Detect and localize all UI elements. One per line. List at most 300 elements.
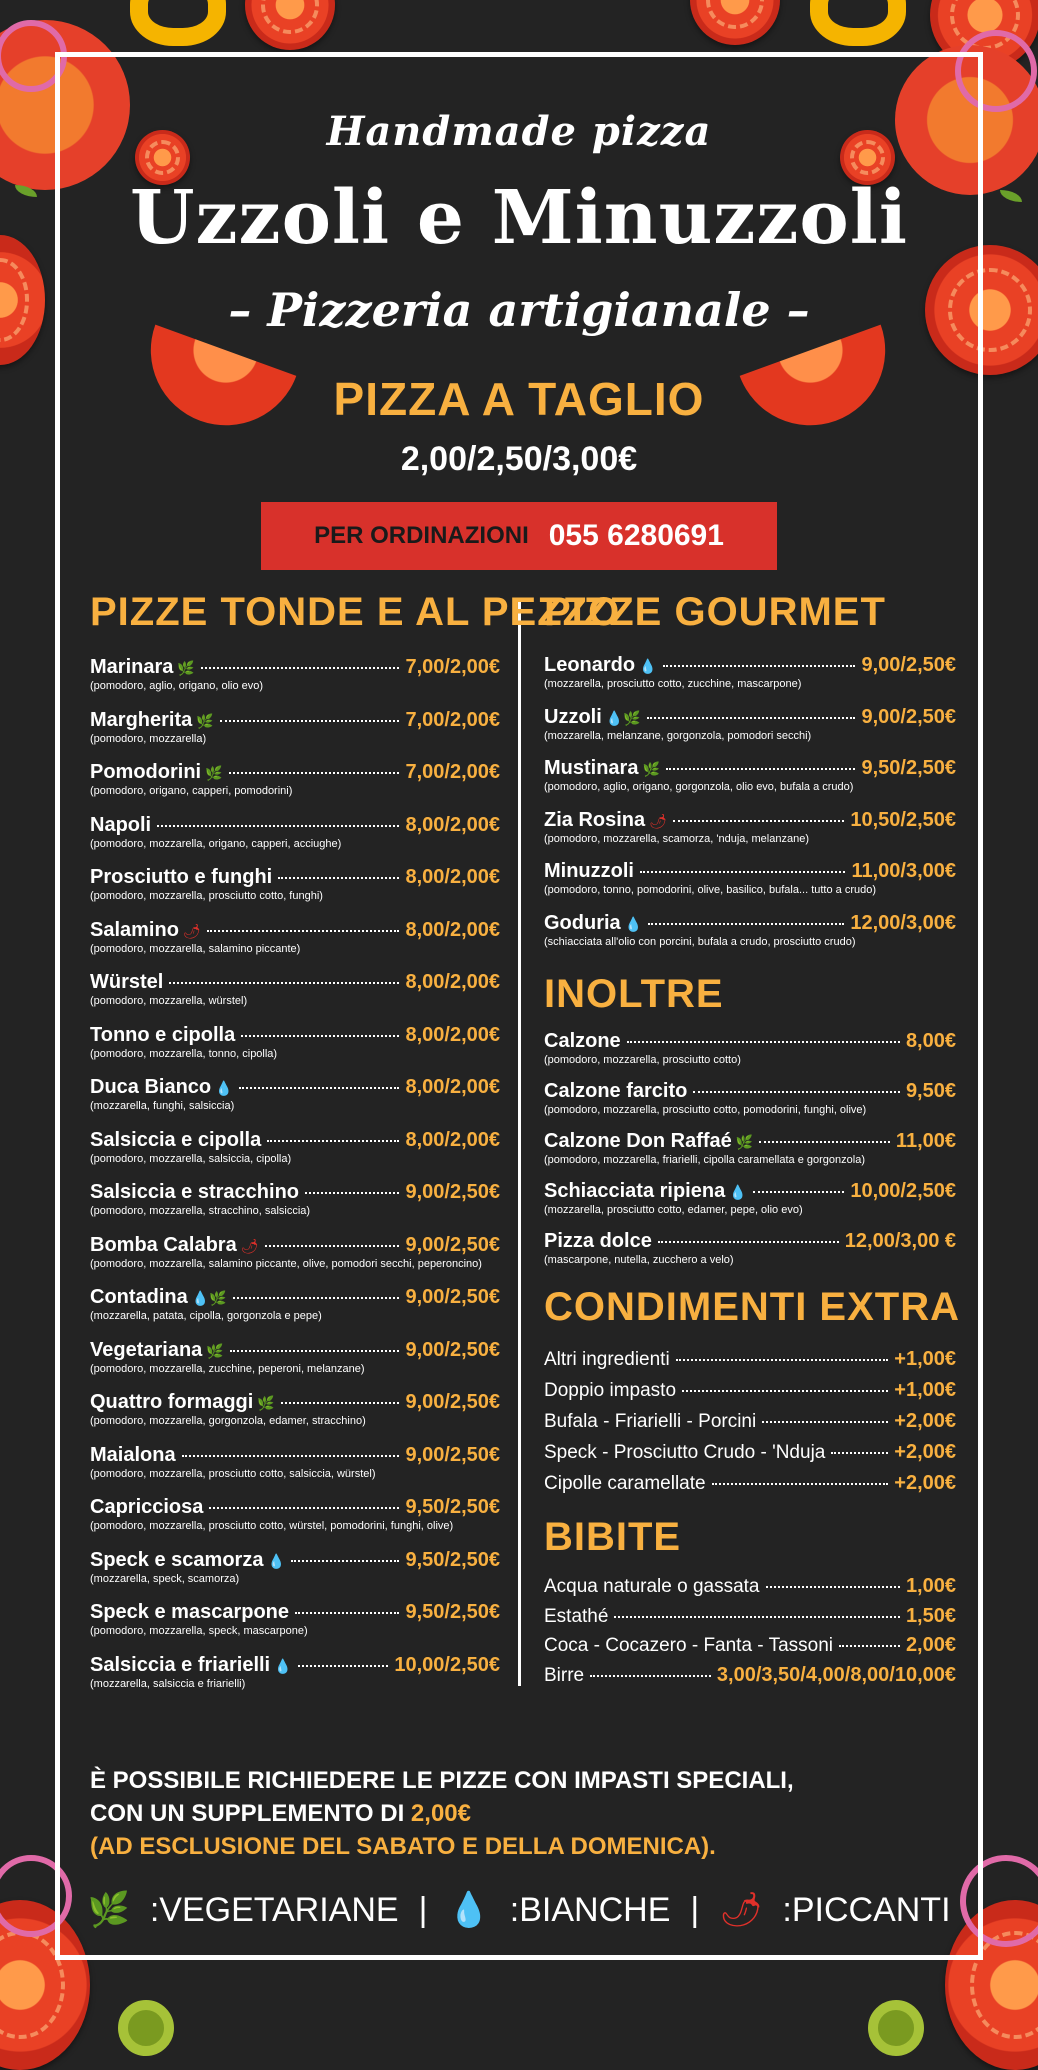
section-title-gourmet: PIZZE GOURMET (544, 590, 886, 634)
legend-piccanti: :PICCANTI (782, 1890, 951, 1929)
menu-item-price: 9,00/2,50€ (405, 1443, 500, 1466)
menu-item-price: 3,00/3,50/4,00/8,00/10,00€ (716, 1663, 956, 1686)
menu-item-price: +2,00€ (894, 1441, 956, 1463)
menu-item-name: Salsiccia e cipolla (90, 1128, 262, 1151)
menu-item-price: 10,50/2,50€ (850, 808, 956, 831)
legend-separator: | (418, 1890, 428, 1929)
menu-item-row (544, 1348, 956, 1371)
menu-item-description: (pomodoro, mozzarella, prosciutto cotto) (544, 1054, 741, 1066)
menu-item-name: Mustinara (544, 757, 639, 779)
menu-item-name: Estathé (544, 1605, 609, 1627)
menu-item-row (544, 757, 956, 780)
menu-item-description: (mozzarella, melanzane, gorgonzola, pomodori secchi) (544, 729, 812, 742)
menu-item-row (90, 971, 500, 994)
tonde-list (90, 656, 500, 1706)
menu-item-name: Acqua naturale o gassata (544, 1576, 760, 1597)
menu-item-description: (mozzarella, prosciutto cotto, edamer, pepe, olio evo) (544, 1204, 803, 1216)
menu-item (90, 709, 500, 762)
brand-subtitle: – Pizzeria artigianale – (228, 283, 810, 337)
menu-item-name: Capricciosa (90, 1496, 204, 1518)
menu-item (544, 860, 956, 912)
menu-item (90, 761, 500, 814)
menu-item-tags-icon (729, 1184, 746, 1201)
menu-item-description: (pomodoro, mozzarella) (90, 732, 207, 745)
menu-item-row (544, 860, 956, 883)
menu-item-description: (pomodoro, mozzarella, würstel) (90, 995, 248, 1007)
gourmet-list (544, 654, 956, 963)
pepper-decoration (130, 0, 226, 46)
menu-item-row (90, 1391, 500, 1414)
menu-item-price: 8,00€ (905, 1030, 956, 1052)
dot-leader (281, 1402, 400, 1404)
menu-item-tags-icon (183, 923, 201, 940)
dot-leader (239, 1087, 400, 1089)
menu-item (544, 1634, 956, 1664)
menu-item (90, 1024, 500, 1077)
drop-icon: 💧 (729, 1184, 747, 1200)
menu-item-tags-icon (606, 710, 641, 727)
menu-item-row (90, 1234, 500, 1257)
menu-item-name: Speck e mascarpone (90, 1601, 289, 1623)
menu-item-price: 9,00/2,50€ (861, 705, 956, 728)
menu-item-name: Birre (544, 1664, 585, 1686)
menu-item-description: (pomodoro, mozzarella, prosciutto cotto, pomodorini, funghi, olive) (544, 1104, 867, 1116)
menu-item-price: +1,00€ (894, 1348, 956, 1370)
menu-item-price: 11,00/3,00€ (851, 860, 956, 882)
menu-item-row (90, 814, 500, 837)
section-title-tonde: PIZZE TONDE E AL PEZZO (90, 590, 621, 634)
menu-item-price: 8,00/2,00€ (405, 918, 500, 941)
leaf-icon: 🌿 (623, 709, 641, 726)
menu-item (544, 1030, 956, 1080)
menu-item-name: Pizza dolce (544, 1230, 652, 1252)
dot-leader (241, 1035, 399, 1037)
menu-item-description: (pomodoro, mozzarella, speck, mascarpone) (90, 1625, 308, 1637)
menu-item-description: (pomodoro, mozzarella, stracchino, salsiccia) (90, 1205, 311, 1217)
dot-leader (230, 1350, 400, 1352)
menu-item (544, 1348, 956, 1379)
menu-item-row (90, 761, 500, 784)
note-line-3: (AD ESCLUSIONE DEL SABATO E DELLA DOMENICA). (90, 1833, 716, 1860)
menu-item-name: Quattro formaggi (90, 1391, 254, 1413)
menu-item-name: Calzone Don Raffaé (544, 1130, 732, 1152)
menu-item-row (90, 656, 500, 679)
menu-item-description: (pomodoro, mozzarella, prosciutto cotto, würstel, pomodorini, funghi, olive) (90, 1520, 454, 1532)
menu-item-row (544, 1230, 956, 1253)
menu-item-price: 8,00/2,00€ (405, 1023, 500, 1046)
note-line-2 (90, 1797, 794, 1830)
dot-leader (693, 1091, 900, 1093)
dot-leader (762, 1421, 888, 1423)
menu-item-price: 12,00/3,00€ (850, 911, 956, 934)
pizza-a-taglio-price: 2,00/2,50/3,00€ (400, 440, 638, 478)
menu-item-price: 7,00/2,00€ (405, 761, 500, 783)
menu-item-description: (pomodoro, mozzarella, prosciutto cotto, salsiccia, würstel) (90, 1467, 376, 1480)
menu-item-row (544, 1441, 956, 1464)
special-dough-note (90, 1764, 794, 1863)
menu-item-price: 8,00/2,00€ (405, 866, 500, 888)
menu-item-price: 8,00/2,00€ (405, 1076, 500, 1098)
chili-icon: 🌶 (182, 922, 201, 939)
menu-item (90, 1391, 500, 1444)
menu-item-tags-icon (177, 660, 194, 677)
dot-leader (712, 1483, 889, 1485)
menu-item-price: +2,00€ (894, 1472, 956, 1494)
menu-item-row (544, 1379, 956, 1402)
menu-item-price: 9,50/2,50€ (405, 1496, 500, 1518)
menu-item-price: 9,50/2,50€ (861, 757, 956, 779)
menu-item-name: Salsiccia e stracchino (90, 1181, 300, 1203)
menu-item-price: 9,00/2,50€ (405, 1286, 500, 1308)
leaf-icon: 🌿 (735, 1134, 754, 1150)
menu-item-row (544, 1130, 956, 1153)
menu-item-price: 9,00/2,50€ (861, 654, 956, 676)
menu-item-row (544, 1030, 956, 1053)
dot-leader (291, 1560, 400, 1562)
menu-item-name: Calzone (544, 1030, 621, 1052)
drop-icon: 💧 (267, 1552, 285, 1569)
menu-item-row (90, 1286, 500, 1309)
menu-item-name: Prosciutto e funghi (90, 866, 273, 888)
drop-icon: 💧 (215, 1080, 233, 1096)
menu-item-name: Salamino (90, 918, 179, 941)
menu-item-row (90, 1444, 500, 1467)
menu-item (90, 1601, 500, 1654)
menu-item-description: (pomodoro, aglio, origano, gorgonzola, olio evo, bufala a crudo) (544, 781, 854, 793)
menu-item (90, 1076, 500, 1129)
dot-leader (229, 772, 400, 774)
menu-item-price: 2,00€ (905, 1634, 956, 1656)
menu-item (90, 656, 500, 709)
menu-item (90, 1549, 500, 1602)
menu-item-name: Calzone farcito (544, 1080, 688, 1102)
menu-item-row (90, 1076, 500, 1099)
condimenti-list (544, 1348, 956, 1503)
menu-item-price: 8,00/2,00€ (405, 971, 500, 993)
tomato-decoration (690, 0, 780, 45)
menu-item-name: Goduria (544, 911, 621, 934)
dot-leader (839, 1645, 900, 1647)
leaf-icon: 🌿 (196, 712, 214, 729)
menu-item-row (90, 1024, 500, 1047)
drop-icon: 💧 (605, 709, 624, 726)
menu-item-tags-icon (205, 765, 222, 782)
menu-item-description: (pomodoro, mozzarella, friarielli, cipolla caramellata e gorgonzola) (544, 1154, 865, 1166)
menu-item-price: 9,50/2,50€ (405, 1601, 500, 1623)
menu-item-row (90, 1129, 500, 1152)
dot-leader (831, 1452, 888, 1454)
dot-leader (278, 877, 399, 879)
menu-item (544, 1410, 956, 1441)
menu-item-price: 1,00€ (905, 1575, 956, 1597)
menu-item-row (544, 1472, 956, 1495)
menu-item-price: 12,00/3,00 € (844, 1230, 956, 1252)
menu-item-description: (pomodoro, mozzarella, tonno, cipolla) (90, 1047, 278, 1060)
dot-leader (305, 1192, 399, 1194)
menu-item-name: Bufala - Friarielli - Porcini (544, 1411, 757, 1432)
menu-item-name: Zia Rosina (544, 808, 646, 831)
dot-leader (766, 1586, 900, 1588)
dot-leader (267, 1140, 399, 1142)
menu-item-row (90, 1181, 500, 1204)
menu-item-row (544, 1410, 956, 1433)
menu-item (544, 1379, 956, 1410)
dot-leader (298, 1665, 389, 1667)
note-line-1: È POSSIBILE RICHIEDERE LE PIZZE CON IMPASTI SPECIALI, (90, 1767, 794, 1794)
inoltre-list (544, 1030, 956, 1280)
menu-item-price: 9,00/2,50€ (405, 1233, 500, 1256)
dot-leader (663, 665, 856, 667)
note-supplement-price: 2,00€ (410, 1800, 471, 1827)
menu-item (90, 814, 500, 867)
dot-leader (209, 1507, 399, 1509)
note-line-2-prefix: CON UN SUPPLEMENTO DI (90, 1800, 411, 1827)
menu-item-name: Vegetariana (90, 1338, 203, 1361)
menu-item-name: Duca Bianco (90, 1076, 212, 1098)
menu-item-tags-icon (639, 658, 656, 675)
menu-item-row (90, 866, 500, 889)
menu-item-price: 1,50€ (905, 1604, 956, 1627)
dot-leader (295, 1612, 399, 1614)
menu-item-row (90, 1549, 500, 1572)
section-title-condimenti: CONDIMENTI EXTRA (544, 1285, 960, 1329)
menu-item-description: (pomodoro, mozzarella, prosciutto cotto, funghi) (90, 890, 323, 902)
menu-item-price: 8,00/2,00€ (405, 813, 500, 836)
menu-item-row (90, 709, 500, 732)
leaf-icon: 🌿 (87, 1891, 130, 1929)
section-title-bibite: BIBITE (544, 1515, 682, 1559)
menu-item-price: 10,00/2,50€ (850, 1180, 956, 1202)
menu-item-row (544, 1634, 956, 1657)
dot-leader (648, 923, 844, 925)
menu-item-row (544, 1605, 956, 1628)
menu-item-name: Cipolle caramellate (544, 1473, 706, 1494)
menu-item-description: (pomodoro, aglio, origano, olio evo) (90, 680, 264, 692)
menu-item-tags-icon (625, 916, 642, 933)
menu-item (544, 654, 956, 706)
menu-item (90, 1181, 500, 1234)
order-phone[interactable]: 055 6280691 (548, 519, 724, 552)
leaf-icon: 🌿 (642, 761, 660, 777)
menu-item-description: (pomodoro, mozzarella, gorgonzola, edamer, stracchino) (90, 1415, 366, 1427)
menu-item-tags-icon (257, 1395, 274, 1412)
leaf-icon: 🌿 (177, 660, 195, 676)
dot-leader (157, 825, 399, 827)
menu-item-name: Uzzoli (544, 705, 602, 728)
menu-item-description: (mozzarella, speck, scamorza) (90, 1572, 240, 1585)
dot-leader (207, 930, 400, 932)
dot-leader (676, 1359, 889, 1361)
dot-leader (265, 1245, 400, 1247)
dot-leader (220, 720, 400, 722)
menu-item-tags-icon (196, 713, 213, 730)
menu-item (544, 706, 956, 758)
menu-item (90, 1654, 500, 1707)
drop-icon: 💧 (624, 915, 643, 932)
menu-item-price: 10,00/2,50€ (394, 1653, 500, 1676)
menu-item-description: (pomodoro, origano, capperi, pomodorini) (90, 785, 293, 797)
dot-leader (647, 717, 856, 719)
dot-leader (614, 1616, 900, 1618)
menu-item-price: 11,00€ (895, 1130, 956, 1152)
section-title-inoltre: INOLTRE (544, 972, 724, 1016)
menu-item-name: Doppio impasto (544, 1380, 677, 1401)
chili-icon: 🌶 (719, 1891, 763, 1929)
menu-item (90, 866, 500, 919)
menu-item-tags-icon (192, 1290, 227, 1307)
drop-icon: 💧 (191, 1290, 210, 1306)
legend (0, 1890, 1038, 1930)
menu-item (544, 1664, 956, 1694)
menu-item-description: (pomodoro, mozzarella, salsiccia, cipolla) (90, 1152, 292, 1165)
menu-item (544, 912, 956, 964)
menu-item-name: Maialona (90, 1443, 176, 1466)
menu-item-description: (pomodoro, mozzarella, scamorza, 'nduja, melanzane) (544, 832, 809, 845)
menu-item-name: Pomodorini (90, 761, 202, 783)
menu-item (90, 919, 500, 972)
menu-item-name: Coca - Cocazero - Fanta - Tassoni (544, 1635, 833, 1656)
menu-item-row (544, 1575, 956, 1598)
menu-item-name: Minuzzoli (544, 860, 634, 882)
menu-item-row (90, 1339, 500, 1362)
dot-leader (666, 768, 856, 770)
menu-item (544, 1230, 956, 1280)
dot-leader (759, 1141, 890, 1143)
column-divider (518, 598, 521, 1686)
menu-item-name: Salsiccia e friarielli (90, 1653, 271, 1676)
leaf-icon: 🌿 (257, 1395, 275, 1411)
menu-item-price: 9,00/2,50€ (405, 1181, 500, 1203)
chili-icon: 🌶 (240, 1237, 259, 1254)
menu-item (544, 1441, 956, 1472)
leaf-icon: 🌿 (206, 1342, 224, 1359)
menu-item-row (90, 919, 500, 942)
menu-item-row (544, 912, 956, 935)
menu-item-price: 9,50/2,50€ (405, 1548, 500, 1571)
menu-item-description: (pomodoro, mozzarella, origano, capperi, acciughe) (90, 837, 342, 850)
dot-leader (673, 820, 844, 822)
legend-bianche: :BIANCHE (509, 1890, 671, 1929)
menu-item (544, 1080, 956, 1130)
drop-icon: 💧 (639, 658, 657, 674)
menu-item-tags-icon (736, 1134, 753, 1151)
menu-item-tags-icon (649, 813, 667, 830)
menu-item-tags-icon (267, 1553, 284, 1570)
menu-item (544, 1605, 956, 1635)
order-banner[interactable] (261, 502, 777, 570)
menu-item (90, 1234, 500, 1287)
menu-item (90, 1339, 500, 1392)
menu-item-tags-icon (241, 1238, 259, 1255)
menu-item-name: Schiacciata ripiena (544, 1180, 726, 1202)
bibite-list (544, 1575, 956, 1693)
menu-item-description: (pomodoro, mozzarella, salamino piccante, olive, pomodori secchi, peperoncino) (90, 1257, 482, 1270)
drop-icon: 💧 (447, 1891, 490, 1929)
dot-leader (169, 982, 399, 984)
menu-item-name: Margherita (90, 708, 193, 731)
dot-leader (640, 871, 845, 873)
menu-item (544, 1130, 956, 1180)
menu-item-price: 9,00/2,50€ (405, 1338, 500, 1361)
chili-icon: 🌶 (649, 812, 667, 829)
menu-item (90, 971, 500, 1024)
menu-item-description: (pomodoro, tonno, pomodorini, olive, basilico, bufala... tutto a crudo) (544, 884, 877, 896)
dot-leader (590, 1675, 711, 1677)
menu-item-price: +2,00€ (894, 1410, 956, 1432)
menu-item-name: Napoli (90, 813, 152, 836)
menu-item-price: 7,00/2,00€ (405, 656, 500, 678)
menu-item-row (544, 1664, 956, 1687)
drop-icon: 💧 (274, 1657, 292, 1674)
menu-item (90, 1286, 500, 1339)
tomato-decoration (245, 0, 335, 50)
menu-item-tags-icon (274, 1658, 291, 1675)
dot-leader (658, 1241, 839, 1243)
menu-item-description: (schiacciata all'olio con porcini, bufala a crudo, prosciutto crudo) (544, 935, 856, 948)
order-label: PER ORDINAZIONI (314, 522, 529, 549)
menu-item-name: Marinara (90, 656, 174, 678)
menu-item (544, 1575, 956, 1605)
menu-item (90, 1129, 500, 1182)
menu-item-description: (mascarpone, nutella, zucchero a velo) (544, 1254, 734, 1266)
dot-leader (233, 1297, 400, 1299)
menu-item-name: Würstel (90, 971, 164, 993)
dot-leader (753, 1191, 845, 1193)
menu-item-name: Speck - Prosciutto Crudo - 'Nduja (544, 1442, 826, 1463)
menu-item (544, 1180, 956, 1230)
menu-item-row (544, 809, 956, 832)
menu-item-row (90, 1654, 500, 1677)
pepper-decoration (810, 0, 906, 46)
leaf-icon: 🌿 (209, 1290, 227, 1306)
menu-item-name: Contadina (90, 1286, 188, 1308)
menu-item (90, 1444, 500, 1497)
menu-item-row (544, 1080, 956, 1103)
menu-item (90, 1496, 500, 1549)
menu-item-description: (mozzarella, funghi, salsiccia) (90, 1100, 235, 1112)
menu-item-tags-icon (215, 1080, 232, 1097)
menu-item-row (90, 1496, 500, 1519)
leaf-icon: 🌿 (205, 765, 223, 781)
menu-item-price: 9,50€ (905, 1080, 956, 1102)
menu-item-row (544, 706, 956, 729)
menu-item (544, 1472, 956, 1503)
menu-item-description: (mozzarella, salsiccia e friarielli) (90, 1677, 246, 1690)
menu-item-name: Bomba Calabra (90, 1233, 237, 1256)
dot-leader (201, 667, 400, 669)
menu-item (544, 757, 956, 809)
dot-leader (627, 1041, 900, 1043)
menu-item-name: Tonno e cipolla (90, 1023, 236, 1046)
brand-name: Uzzoli e Minuzzoli (129, 175, 909, 261)
menu-item (544, 809, 956, 861)
menu-item-tags-icon (206, 1343, 223, 1360)
menu-item-row (544, 654, 956, 677)
menu-item-description: (pomodoro, mozzarella, zucchine, peperoni, melanzane) (90, 1362, 365, 1375)
pizza-a-taglio-title: PIZZA A TAGLIO (333, 373, 705, 425)
menu-item-description: (pomodoro, mozzarella, salamino piccante) (90, 942, 301, 955)
menu-item-name: Altri ingredienti (544, 1349, 670, 1370)
dot-leader (682, 1390, 888, 1392)
menu-item-row (544, 1180, 956, 1203)
legend-vegetariane: :VEGETARIANE (149, 1890, 399, 1929)
menu-item-tags-icon (642, 761, 659, 778)
menu-item-name: Speck e scamorza (90, 1548, 264, 1571)
menu-item-row (90, 1601, 500, 1624)
menu-item-price: 9,00/2,50€ (405, 1391, 500, 1413)
menu-item-name: Leonardo (544, 654, 636, 676)
dot-leader (182, 1455, 400, 1457)
